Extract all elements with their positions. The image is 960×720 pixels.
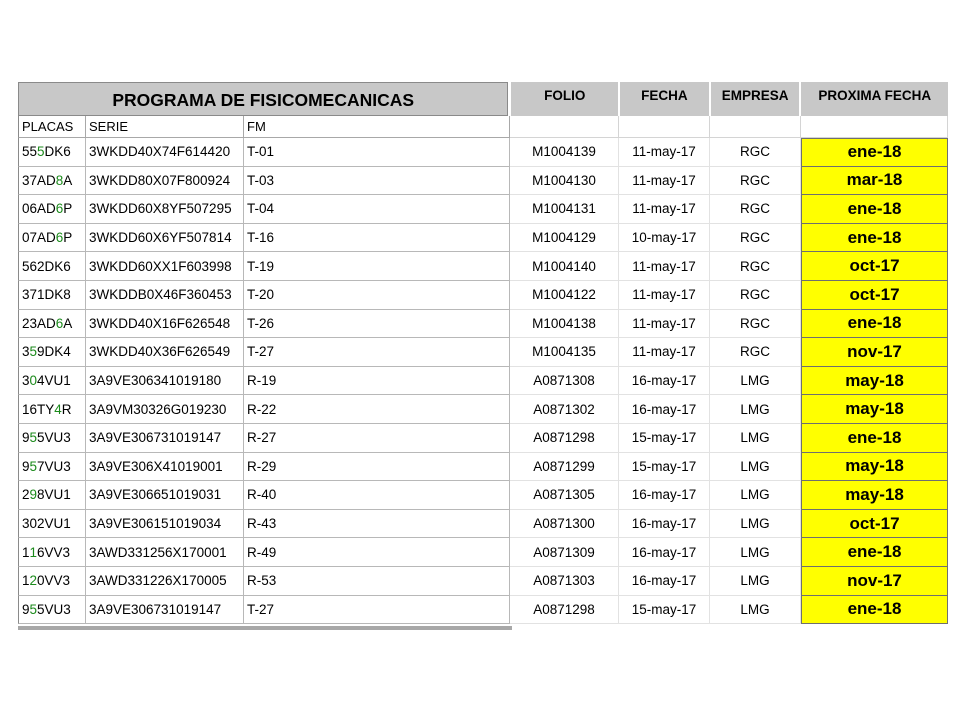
table-body [18, 138, 948, 624]
fecha-cell[interactable]: 15-may-17 [619, 453, 710, 482]
placa-text: 1 [29, 544, 38, 560]
fm-cell[interactable]: R-29 [244, 453, 510, 482]
placas-header[interactable]: PLACAS [18, 116, 86, 138]
proxima-fecha-cell[interactable]: oct-17 [801, 252, 948, 281]
fecha-cell[interactable]: 11-may-17 [619, 281, 710, 310]
fm-cell[interactable]: T-03 [244, 167, 510, 196]
placa-cell[interactable] [18, 596, 86, 625]
fecha-cell[interactable]: 15-may-17 [619, 424, 710, 453]
placa-text: P [63, 230, 73, 246]
fm-cell[interactable]: T-27 [244, 596, 510, 625]
empresa-cell[interactable]: RGC [710, 252, 801, 281]
folio-cell[interactable]: A0871298 [510, 424, 619, 453]
placa-text: 23AD [22, 315, 56, 331]
fm-cell[interactable]: R-19 [244, 367, 510, 396]
folio-cell[interactable]: M1004138 [510, 310, 619, 339]
empresa-cell[interactable]: RGC [710, 138, 801, 167]
placa-text: 7VU3 [37, 458, 71, 474]
placa-text: DK6 [44, 144, 71, 160]
empresa-cell[interactable]: RGC [710, 338, 801, 367]
proxima-fecha-cell[interactable]: may-18 [801, 481, 948, 510]
folio-cell[interactable]: A0871308 [510, 367, 619, 396]
empresa-cell[interactable]: LMG [710, 395, 801, 424]
placa-cell[interactable] [18, 252, 86, 281]
serie-cell[interactable]: 3WKDD60X8YF507295 [86, 195, 244, 224]
fecha-cell[interactable]: 11-may-17 [619, 138, 710, 167]
placa-text: 5 [37, 144, 45, 160]
fm-cell[interactable]: R-22 [244, 395, 510, 424]
serie-cell[interactable]: 3A9VE306731019147 [86, 596, 244, 625]
table-row [18, 538, 948, 567]
proxima-fecha-cell[interactable]: mar-18 [801, 167, 948, 196]
placa-text: 06AD [22, 201, 56, 217]
folio-cell[interactable]: M1004135 [510, 338, 619, 367]
table-row [18, 310, 948, 339]
placa-text: 16TY [22, 401, 55, 417]
proxima-fecha-cell[interactable]: may-18 [801, 367, 948, 396]
folio-cell[interactable]: M1004140 [510, 252, 619, 281]
folio-cell[interactable]: M1004130 [510, 167, 619, 196]
placa-text: 2 [22, 487, 30, 503]
fecha-cell[interactable]: 16-may-17 [619, 481, 710, 510]
serie-cell[interactable]: 3A9VE306X41019001 [86, 453, 244, 482]
placa-text: 4 [54, 401, 62, 417]
fm-cell[interactable]: T-26 [244, 310, 510, 339]
fecha-cell[interactable]: 11-may-17 [619, 252, 710, 281]
fm-cell[interactable]: R-49 [244, 538, 510, 567]
table-row [18, 367, 948, 396]
fecha-cell[interactable]: 16-may-17 [619, 395, 710, 424]
blank-cell[interactable] [710, 116, 801, 138]
placa-cell[interactable] [18, 538, 86, 567]
placa-cell[interactable] [18, 310, 86, 339]
folio-cell[interactable]: A0871303 [510, 567, 619, 596]
placa-text: 55 [22, 144, 38, 160]
placa-cell[interactable] [18, 481, 86, 510]
table-row [18, 453, 948, 482]
table-row [18, 567, 948, 596]
proxima-fecha-cell[interactable]: ene-18 [801, 538, 948, 567]
serie-cell[interactable]: 3WKDD40X74F614420 [86, 138, 244, 167]
placa-cell[interactable] [18, 510, 86, 539]
placa-text: 1 [22, 544, 30, 560]
placa-text: 2 [29, 573, 38, 589]
proxima-fecha-cell[interactable]: ene-18 [801, 310, 948, 339]
placa-text: 6VV3 [37, 544, 71, 560]
placa-text: 3 [22, 373, 30, 389]
fecha-cell[interactable]: 15-may-17 [619, 596, 710, 625]
fecha-cell[interactable]: 11-may-17 [619, 167, 710, 196]
placa-cell[interactable] [18, 424, 86, 453]
empresa-cell[interactable]: LMG [710, 453, 801, 482]
serie-cell[interactable]: 3AWD331226X170005 [86, 567, 244, 596]
placa-text: 9 [29, 487, 38, 503]
serie-cell[interactable]: 3A9VE306151019034 [86, 510, 244, 539]
table-row [18, 596, 948, 625]
placa-text: 8 [55, 172, 64, 188]
serie-cell[interactable]: 3A9VM30326G019230 [86, 395, 244, 424]
placa-cell[interactable] [18, 195, 86, 224]
placa-text: 6 [55, 315, 64, 331]
serie-cell[interactable]: 3WKDD60XX1F603998 [86, 252, 244, 281]
serie-cell[interactable]: 3WKDD40X16F626548 [86, 310, 244, 339]
placa-text: 4VU1 [37, 373, 71, 389]
empresa-cell[interactable]: RGC [710, 281, 801, 310]
proxima-fecha-header[interactable]: PROXIMA FECHA [801, 82, 948, 116]
proxima-fecha-cell[interactable]: oct-17 [801, 510, 948, 539]
empresa-header[interactable]: EMPRESA [711, 82, 802, 116]
proxima-fecha-cell[interactable]: ene-18 [801, 224, 948, 253]
folio-cell[interactable]: M1004122 [510, 281, 619, 310]
fm-header[interactable]: FM [244, 116, 510, 138]
spreadsheet-table [18, 82, 948, 624]
fecha-cell[interactable]: 10-may-17 [619, 224, 710, 253]
placa-text: 371DK8 [22, 287, 71, 303]
blank-cell[interactable] [619, 116, 710, 138]
empresa-cell[interactable]: LMG [710, 424, 801, 453]
fecha-cell[interactable]: 16-may-17 [619, 367, 710, 396]
fecha-cell[interactable]: 11-may-17 [619, 195, 710, 224]
proxima-fecha-cell[interactable]: may-18 [801, 395, 948, 424]
placa-text: 5 [29, 344, 38, 360]
empresa-cell[interactable]: RGC [710, 310, 801, 339]
table-row [18, 281, 948, 310]
placa-text: 5VU3 [37, 430, 71, 446]
placa-text: 0 [29, 373, 38, 389]
table-row [18, 510, 948, 539]
empresa-cell[interactable]: LMG [710, 567, 801, 596]
placa-cell[interactable] [18, 138, 86, 167]
placa-cell[interactable] [18, 167, 86, 196]
placa-text: 3 [22, 344, 30, 360]
proxima-fecha-cell[interactable]: ene-18 [801, 195, 948, 224]
empresa-cell[interactable]: LMG [710, 596, 801, 625]
placa-text: 9 [22, 601, 30, 617]
folio-cell[interactable]: M1004139 [510, 138, 619, 167]
placa-text: 37AD [22, 172, 56, 188]
folio-cell[interactable]: A0871298 [510, 596, 619, 625]
serie-cell[interactable]: 3AWD331256X170001 [86, 538, 244, 567]
fm-cell[interactable]: R-43 [244, 510, 510, 539]
placa-cell[interactable] [18, 281, 86, 310]
fecha-cell[interactable]: 16-may-17 [619, 510, 710, 539]
empresa-cell[interactable]: RGC [710, 195, 801, 224]
folio-cell[interactable]: A0871300 [510, 510, 619, 539]
empresa-cell[interactable]: LMG [710, 367, 801, 396]
serie-cell[interactable]: 3WKDD60X6YF507814 [86, 224, 244, 253]
folio-cell[interactable]: A0871302 [510, 395, 619, 424]
header-row [18, 82, 948, 116]
folio-cell[interactable]: M1004131 [510, 195, 619, 224]
placa-text: 9 [22, 430, 30, 446]
serie-cell[interactable]: 3WKDDB0X46F360453 [86, 281, 244, 310]
column-header-row [18, 116, 948, 138]
serie-cell[interactable]: 3A9VE306731019147 [86, 424, 244, 453]
table-row [18, 395, 948, 424]
empresa-cell[interactable]: RGC [710, 167, 801, 196]
empresa-cell[interactable]: LMG [710, 481, 801, 510]
empresa-cell[interactable]: LMG [710, 538, 801, 567]
folio-header[interactable]: FOLIO [511, 82, 620, 116]
table-row [18, 252, 948, 281]
fm-cell[interactable]: T-01 [244, 138, 510, 167]
proxima-fecha-cell[interactable]: ene-18 [801, 138, 948, 167]
proxima-fecha-cell[interactable]: nov-17 [801, 567, 948, 596]
serie-cell[interactable]: 3A9VE306341019180 [86, 367, 244, 396]
folio-cell[interactable]: A0871309 [510, 538, 619, 567]
proxima-fecha-cell[interactable]: ene-18 [801, 424, 948, 453]
placa-text: 1 [22, 573, 30, 589]
fm-cell[interactable]: T-20 [244, 281, 510, 310]
empresa-cell[interactable]: LMG [710, 510, 801, 539]
placa-text: 07AD [22, 230, 56, 246]
fm-cell[interactable]: T-04 [244, 195, 510, 224]
placa-text: 5 [29, 601, 38, 617]
table-row [18, 224, 948, 253]
placa-text: 562DK6 [22, 258, 71, 274]
placa-text: 0VV3 [37, 573, 71, 589]
placa-text: 9DK4 [37, 344, 71, 360]
empresa-cell[interactable]: RGC [710, 224, 801, 253]
placa-text: 302VU1 [22, 516, 71, 532]
placa-cell[interactable] [18, 338, 86, 367]
folio-cell[interactable]: A0871305 [510, 481, 619, 510]
blank-cell[interactable] [801, 116, 948, 138]
proxima-fecha-cell[interactable]: oct-17 [801, 281, 948, 310]
fecha-cell[interactable]: 11-may-17 [619, 310, 710, 339]
fecha-header[interactable]: FECHA [620, 82, 711, 116]
serie-cell[interactable]: 3WKDD80X07F800924 [86, 167, 244, 196]
placa-text: A [63, 172, 73, 188]
placa-text: 6 [55, 230, 64, 246]
placa-text: 6 [55, 201, 64, 217]
placa-text: 5 [29, 430, 38, 446]
placa-text: 5VU3 [37, 601, 71, 617]
placa-cell[interactable] [18, 367, 86, 396]
proxima-fecha-cell[interactable]: nov-17 [801, 338, 948, 367]
placa-cell[interactable] [18, 395, 86, 424]
placa-cell[interactable] [18, 453, 86, 482]
placa-cell[interactable] [18, 567, 86, 596]
fm-cell[interactable]: T-27 [244, 338, 510, 367]
serie-header[interactable]: SERIE [86, 116, 244, 138]
fecha-cell[interactable]: 16-may-17 [619, 538, 710, 567]
folio-cell[interactable]: A0871299 [510, 453, 619, 482]
serie-cell[interactable]: 3WKDD40X36F626549 [86, 338, 244, 367]
table-row [18, 424, 948, 453]
placa-text: A [63, 315, 73, 331]
fm-cell[interactable]: T-19 [244, 252, 510, 281]
fecha-cell[interactable]: 11-may-17 [619, 338, 710, 367]
table-row [18, 195, 948, 224]
table-row [18, 138, 948, 167]
table-bottom-border [18, 626, 512, 630]
folio-cell[interactable]: M1004129 [510, 224, 619, 253]
fecha-cell[interactable]: 16-may-17 [619, 567, 710, 596]
proxima-fecha-cell[interactable]: may-18 [801, 453, 948, 482]
fm-cell[interactable]: R-27 [244, 424, 510, 453]
table-row [18, 167, 948, 196]
placa-text: 8VU1 [37, 487, 71, 503]
placa-text: P [63, 201, 73, 217]
fm-cell[interactable]: T-16 [244, 224, 510, 253]
fm-cell[interactable]: R-53 [244, 567, 510, 596]
table-title: PROGRAMA DE FISICOMECANICAS [18, 82, 508, 116]
table-row [18, 338, 948, 367]
placa-text: 9 [22, 458, 30, 474]
fm-cell[interactable]: R-40 [244, 481, 510, 510]
serie-cell[interactable]: 3A9VE306651019031 [86, 481, 244, 510]
placa-cell[interactable] [18, 224, 86, 253]
placa-text: R [61, 401, 72, 417]
proxima-fecha-cell[interactable]: ene-18 [801, 596, 948, 625]
blank-cell[interactable] [510, 116, 619, 138]
table-row [18, 481, 948, 510]
placa-text: 5 [29, 458, 38, 474]
